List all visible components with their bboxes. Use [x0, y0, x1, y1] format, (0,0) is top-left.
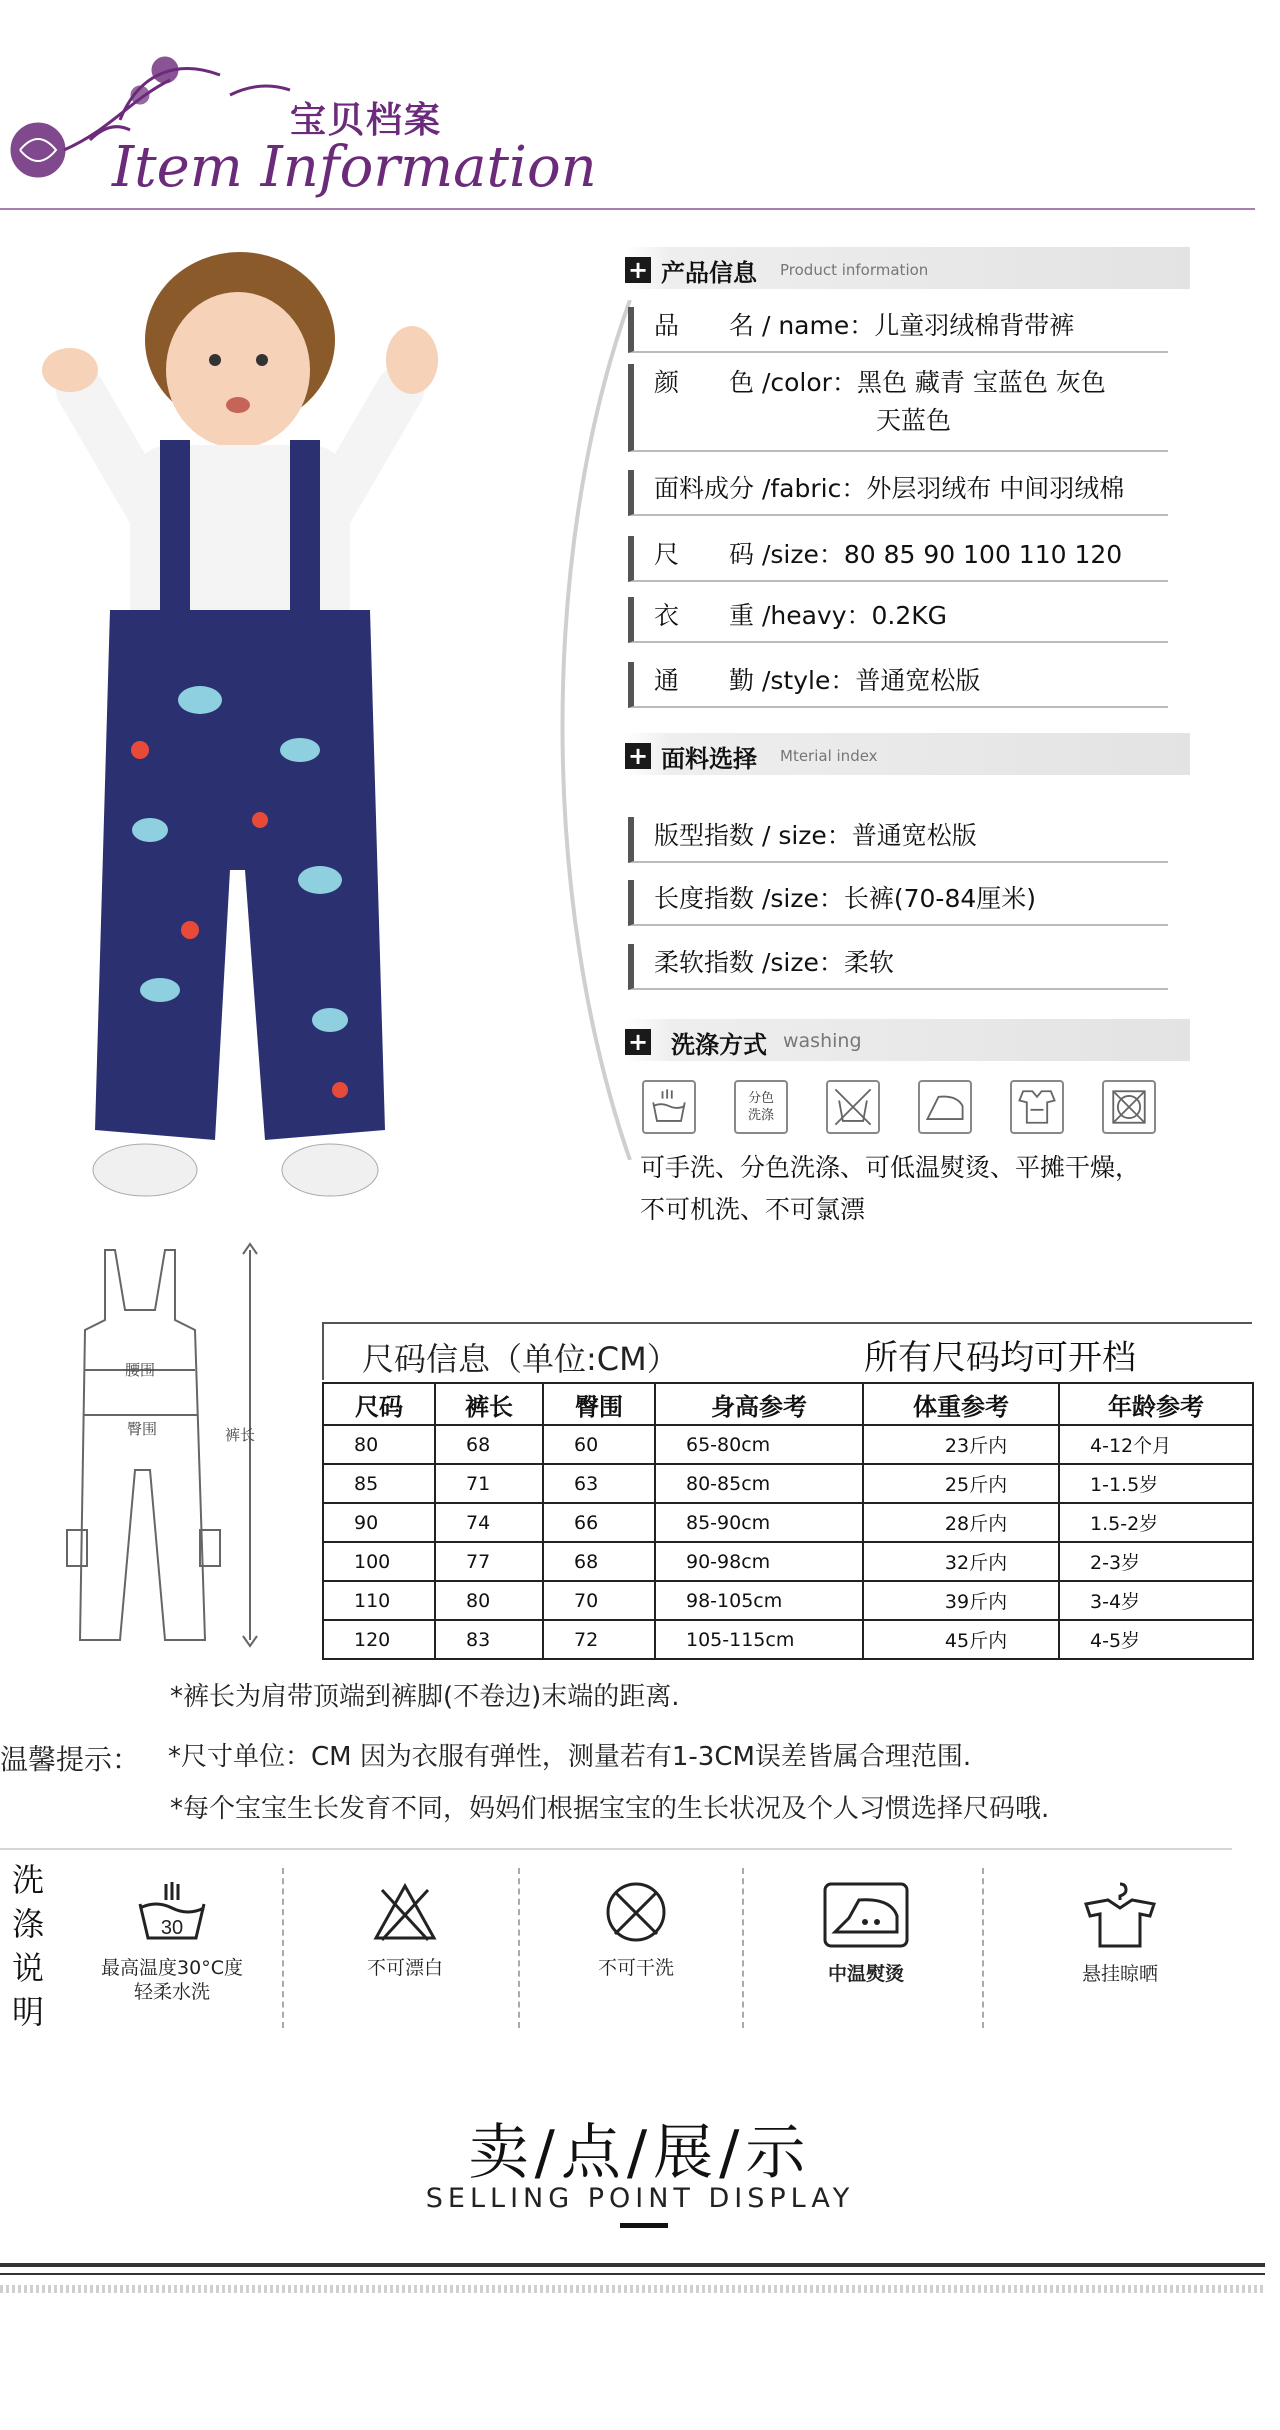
table-cell: 77: [435, 1542, 543, 1581]
table-cell: 4-12个月: [1059, 1425, 1253, 1464]
note-choose: *每个宝宝生长发育不同，妈妈们根据宝宝的生长状况及个人习惯选择尺码哦.: [170, 1794, 1050, 1824]
table-cell: 3-4岁: [1059, 1581, 1253, 1620]
table-cell: 74: [435, 1503, 543, 1542]
no-bleach-icon: [370, 1880, 440, 1944]
flat-dry-icon: [1010, 1080, 1064, 1134]
table-cell: 80-85cm: [655, 1464, 863, 1503]
size-table-title: 尺码信息（单位:CM）: [362, 1340, 679, 1378]
product-info-subtitle: Product information: [780, 261, 929, 279]
section-divider: [0, 2263, 1265, 2275]
col-header: 尺码: [323, 1383, 435, 1425]
no-bleach-icon: [1102, 1080, 1156, 1134]
header-divider: [0, 208, 1255, 210]
row-label: 柔软指数 /size: [654, 948, 819, 977]
wash-panel-item: [72, 1880, 272, 2004]
table-cell: 66: [543, 1503, 655, 1542]
header-title-cn: 宝贝档案: [290, 99, 443, 141]
table-cell: 63: [543, 1464, 655, 1503]
wash-panel-label: 不可漂白: [366, 1957, 443, 1979]
product-photo: [40, 230, 460, 1220]
wash-panel-item: [766, 1880, 966, 1986]
note-unit: *尺寸单位：CM 因为衣服有弹性，测量若有1-3CM误差皆属合理范围.: [168, 1742, 972, 1772]
selling-point-title: 卖/点/展/示: [468, 2118, 812, 2188]
table-cell: 85-90cm: [655, 1503, 863, 1542]
material-row-softness: [628, 944, 1168, 990]
row-value: ：外层羽绒布 中间羽绒棉: [841, 474, 1125, 503]
wash-panel-label: 悬挂晾晒: [1081, 1963, 1158, 1985]
table-cell: 2-3岁: [1059, 1542, 1253, 1581]
row-label: 长度指数 /size: [654, 884, 819, 913]
medium-iron-icon: [821, 1880, 911, 1950]
selling-point-subtitle: SELLING POINT DISPLAY: [425, 2183, 855, 2214]
wash-icons-row: [640, 1080, 1180, 1140]
selling-point-underline: [620, 2223, 668, 2228]
wash-panel-label: 最高温度30°C度 轻柔水洗: [101, 1957, 243, 2003]
washing-subtitle: washing: [783, 1030, 862, 1052]
table-cell: 68: [435, 1425, 543, 1464]
wash-panel-item: [1020, 1880, 1220, 1986]
table-row: [323, 1425, 1253, 1464]
header-title-en: Item Information: [112, 135, 597, 200]
low-iron-icon: [918, 1080, 972, 1134]
table-cell: 1.5-2岁: [1059, 1503, 1253, 1542]
size-table-header: [322, 1322, 1252, 1380]
no-machine-wash-icon: [826, 1080, 880, 1134]
col-header: 身高参考: [655, 1383, 863, 1425]
pants-diagram: [55, 1240, 285, 1660]
table-cell: 1-1.5岁: [1059, 1464, 1253, 1503]
table-cell: 105-115cm: [655, 1620, 863, 1659]
table-cell: 32斤内: [863, 1542, 1059, 1581]
row-value: ：普通宽松版: [826, 821, 977, 850]
table-cell: 83: [435, 1620, 543, 1659]
row-value: ：长裤(70-84厘米): [818, 884, 1037, 913]
table-header-row: [323, 1383, 1253, 1425]
table-cell: 120: [323, 1620, 435, 1659]
row-value: ：柔软: [818, 948, 894, 977]
table-cell: 28斤内: [863, 1503, 1059, 1542]
row-value: ：普通宽松版: [830, 666, 981, 695]
row-label: 面料成分 /fabric: [654, 474, 842, 503]
table-cell: 68: [543, 1542, 655, 1581]
table-cell: 85: [323, 1464, 435, 1503]
wash-30-icon: [132, 1880, 212, 1944]
product-info-header: [625, 247, 1190, 289]
material-header: [625, 733, 1190, 775]
hip-label: 臀围: [127, 1420, 158, 1438]
table-cell: 71: [435, 1464, 543, 1503]
row-label: 颜 色 /color: [654, 368, 832, 397]
table-cell: 110: [323, 1581, 435, 1620]
row-value: ：黑色 藏青 宝蓝色 灰色: [831, 368, 1106, 397]
table-cell: 23斤内: [863, 1425, 1059, 1464]
wash-panel-item: [305, 1880, 505, 1980]
info-row-name: [628, 307, 1168, 353]
table-cell: 65-80cm: [655, 1425, 863, 1464]
row-label: 尺 码 /size: [654, 540, 819, 569]
col-header: 年龄参考: [1059, 1383, 1253, 1425]
table-cell: 90-98cm: [655, 1542, 863, 1581]
washing-title: 洗涤方式: [671, 1031, 767, 1059]
table-cell: 45斤内: [863, 1620, 1059, 1659]
col-header: 裤长: [435, 1383, 543, 1425]
table-cell: 4-5岁: [1059, 1620, 1253, 1659]
table-cell: 90: [323, 1503, 435, 1542]
wash-temp-text: 30: [160, 1917, 184, 1939]
col-header: 体重参考: [863, 1383, 1059, 1425]
wash-panel-item: [536, 1880, 736, 1980]
separator: [282, 1868, 284, 2028]
row-value: ：儿童羽绒棉背带裤: [849, 311, 1075, 340]
separate-wash-icon: 分色 洗涤: [734, 1080, 788, 1134]
hang-dry-icon: [1080, 1880, 1160, 1950]
table-row: [323, 1542, 1253, 1581]
row-value-cont: 天蓝色: [876, 406, 952, 435]
length-label: 裤长: [225, 1426, 256, 1444]
plus-icon: +: [625, 1029, 651, 1055]
material-title: 面料选择: [661, 745, 757, 773]
size-table-subtitle: 所有尺码均可开档: [864, 1338, 1136, 1378]
row-value: ：80 85 90 100 110 120: [818, 540, 1123, 569]
product-info-title: 产品信息: [661, 259, 757, 287]
wash-panel-title: 洗涤说明: [12, 1861, 45, 2031]
table-cell: 80: [323, 1425, 435, 1464]
table-cell: 60: [543, 1425, 655, 1464]
row-label: 衣 重 /heavy: [654, 601, 847, 630]
material-row-fit: [628, 817, 1168, 863]
dotted-divider: [0, 2285, 1265, 2293]
row-label: 品 名 / name: [654, 311, 850, 340]
table-row: [323, 1620, 1253, 1659]
row-label: 通 勤 /style: [654, 666, 831, 695]
hand-wash-icon: [642, 1080, 696, 1134]
note-length: *裤长为肩带顶端到裤脚(不卷边)末端的距离.: [170, 1682, 680, 1712]
table-cell: 25斤内: [863, 1464, 1059, 1503]
row-value: ：0.2KG: [846, 601, 948, 630]
row-label: 版型指数 / size: [654, 821, 827, 850]
separator: [982, 1868, 984, 2028]
material-subtitle: Mterial index: [780, 747, 878, 765]
info-row-style: [628, 662, 1168, 708]
table-cell: 100: [323, 1542, 435, 1581]
info-row-fabric: [628, 470, 1168, 516]
washing-header: [625, 1019, 1190, 1061]
separator: [742, 1868, 744, 2028]
material-row-length: [628, 880, 1168, 926]
table-cell: 80: [435, 1581, 543, 1620]
size-table: [322, 1382, 1254, 1660]
info-row-size: [628, 536, 1168, 582]
table-row: [323, 1503, 1253, 1542]
table-row: [323, 1581, 1253, 1620]
info-row-color: [628, 364, 1168, 452]
info-row-weight: [628, 597, 1168, 643]
separator: [518, 1868, 520, 2028]
col-header: 臀围: [543, 1383, 655, 1425]
plus-icon: +: [625, 743, 651, 769]
table-cell: 39斤内: [863, 1581, 1059, 1620]
table-cell: 70: [543, 1581, 655, 1620]
notes-label: 温馨提示：: [0, 1743, 141, 1776]
wash-panel-label: 不可干洗: [597, 1957, 674, 1979]
plus-icon: +: [625, 257, 651, 283]
table-cell: 72: [543, 1620, 655, 1659]
table-cell: 98-105cm: [655, 1581, 863, 1620]
no-dry-clean-icon: [601, 1880, 671, 1944]
wash-text-line2: 不可机洗、不可氯漂: [640, 1195, 866, 1224]
table-row: [323, 1464, 1253, 1503]
wash-panel-label: 中温熨烫: [827, 1963, 904, 1985]
decorative-arc: [520, 300, 640, 1160]
waist-label: 腰围: [125, 1361, 156, 1379]
wash-text-line1: 可手洗、分色洗涤、可低温熨烫、平摊干燥，: [640, 1153, 1141, 1182]
